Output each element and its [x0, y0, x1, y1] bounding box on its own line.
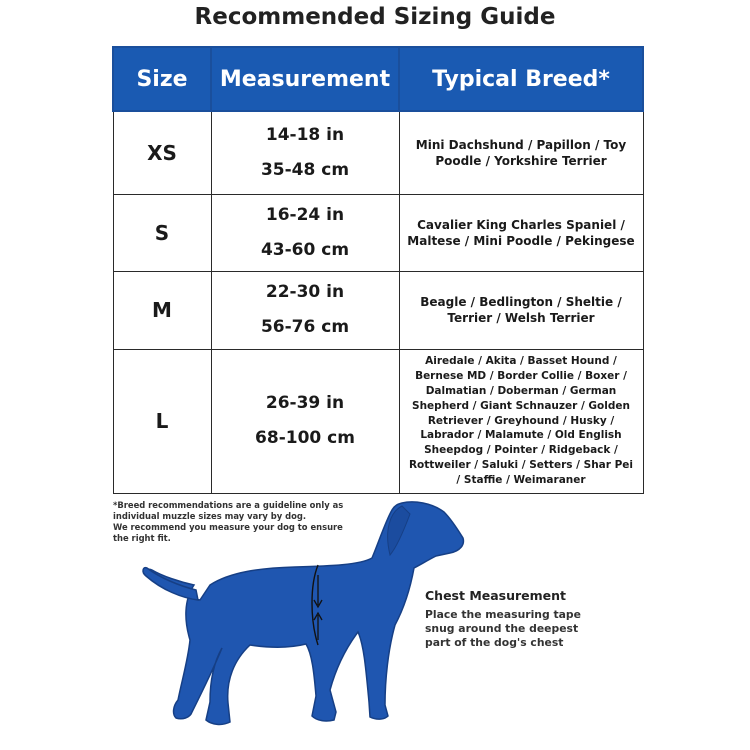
- footnote-line-1: *Breed recommendations are a guideline only as individual muzzle sizes may vary by dog.: [113, 500, 344, 521]
- chest-measurement-title: Chest Measurement: [425, 588, 567, 603]
- size-cell: L: [113, 349, 211, 493]
- header-measurement: Measurement: [211, 47, 399, 111]
- breed-cell: Cavalier King Charles Spaniel / Maltese / Mini Poodle / Pekingese: [399, 194, 643, 271]
- measurement-inches: 22-30 in: [265, 282, 345, 302]
- chest-measurement-description: Place the measuring tape snug around the deepest part of the dog's chest: [425, 608, 581, 649]
- page-title: Recommended Sizing Guide: [194, 4, 556, 30]
- measurement-cm: 68-100 cm: [255, 428, 355, 448]
- size-cell: M: [113, 271, 211, 349]
- measurement-inches: 26-39 in: [265, 393, 345, 413]
- measurement-cm: 56-76 cm: [260, 317, 350, 337]
- header-typical-breed: Typical Breed*: [399, 47, 643, 111]
- breed-cell: Airedale / Akita / Basset Hound / Bernese MD / Border Collie / Boxer / Dalmatian / Doberman / German Shepherd / Giant Schnauzer / Golden Retriever / Greyhound / Husky / Labrador / Malamute / Old English Sheepdog / Pointer / Ridgeback / Rottweiler / Saluki / Setters / Shar Pei / Staffie / Weimaraner: [399, 349, 643, 493]
- footnote-line-2: We recommend you measure your dog to ensure the right fit.: [113, 522, 343, 543]
- header-size: Size: [113, 47, 211, 111]
- measurement-cm: 43-60 cm: [260, 239, 350, 260]
- size-cell: XS: [113, 111, 211, 194]
- measurement-inches: 16-24 in: [265, 204, 345, 225]
- measurement-inches: 14-18 in: [265, 124, 345, 145]
- measurement-cm: 35-48 cm: [260, 159, 350, 180]
- dog-body-icon: [147, 502, 463, 725]
- breed-cell: Mini Dachshund / Papillon / Toy Poodle / Yorkshire Terrier: [399, 111, 643, 194]
- size-cell: S: [113, 194, 211, 271]
- breed-cell: Beagle / Bedlington / Sheltie / Terrier / Welsh Terrier: [399, 271, 643, 349]
